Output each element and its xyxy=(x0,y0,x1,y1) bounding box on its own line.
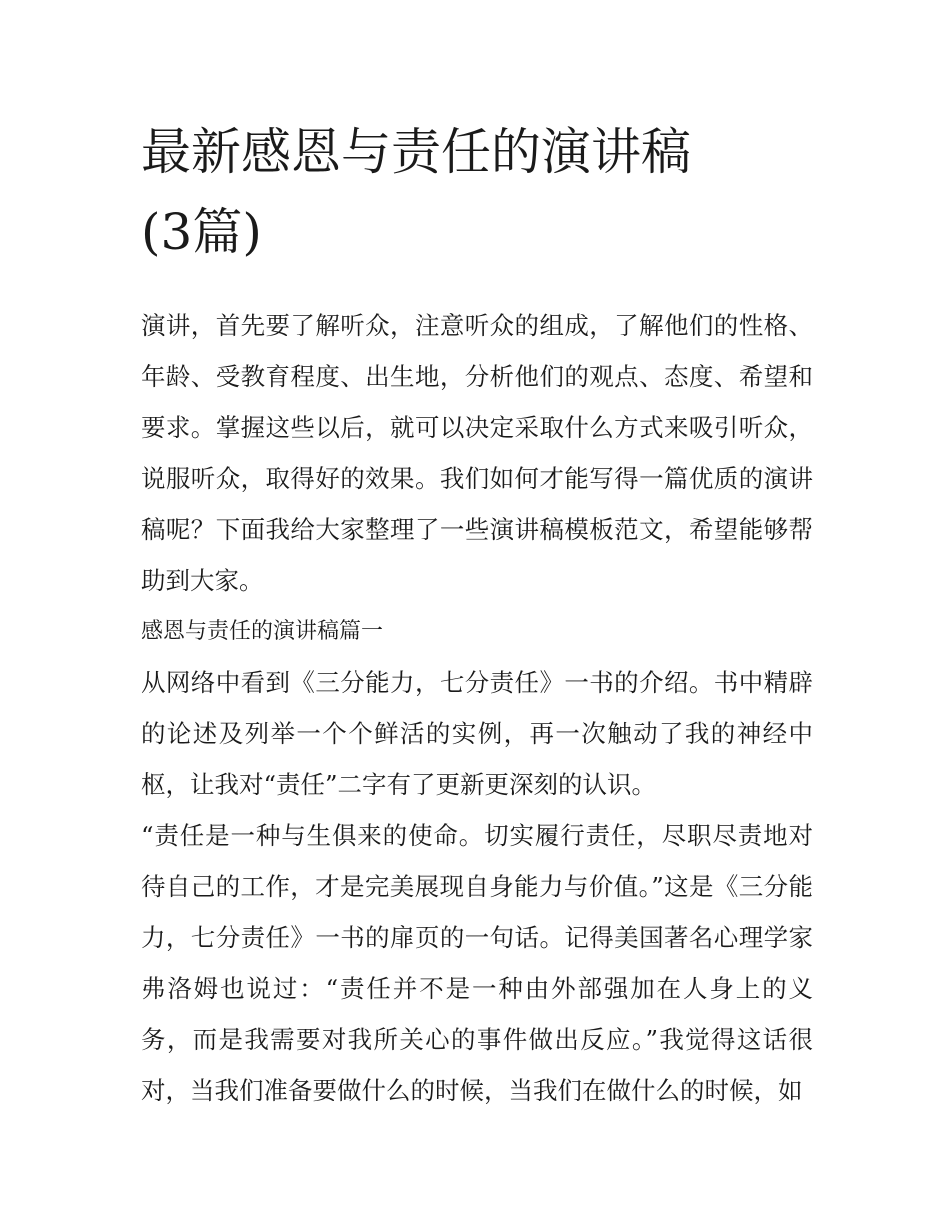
document-page xyxy=(141,112,813,1116)
body-paragraph-1: 从网络中看到《三分能力，七分责任》一书的介绍。书中精辟的论述及列举一个个鲜活的实例，再一次触动了我的神经中枢，让我对“责任”二字有了更新更深刻的认识。 xyxy=(141,668,813,799)
section-heading: 感恩与责任的演讲稿篇一 xyxy=(141,619,384,644)
intro-paragraph: 演讲，首先要了解听众，注意听众的组成，了解他们的性格、年龄、受教育程度、出生地，分析他们的观点、态度、希望和要求。掌握这些以后，就可以决定采取什么方式来吸引听众，说服听众，取得好的效果。我们如何才能写得一篇优质的演讲稿呢？下面我给大家整理了一些演讲稿模板范文，希望能够帮助到大家。 xyxy=(141,311,813,595)
document-title: 最新感恩与责任的演讲稿(3篇) xyxy=(141,123,691,261)
body-paragraph-2: “责任是一种与生俱来的使命。切实履行责任，尽职尽责地对待自己的工作，才是完美展现自身能力与价值。”这是《三分能力，七分责任》一书的扉页的一句话。记得美国著名心理学家弗洛姆也说过：“责任并不是一种由外部强加在人身上的义务，而是我需要对我所关心的事件做出反应。”我觉得这话很对，当我们准备要做什么的时候，当我们在做什么的时候，如 xyxy=(141,821,813,1105)
